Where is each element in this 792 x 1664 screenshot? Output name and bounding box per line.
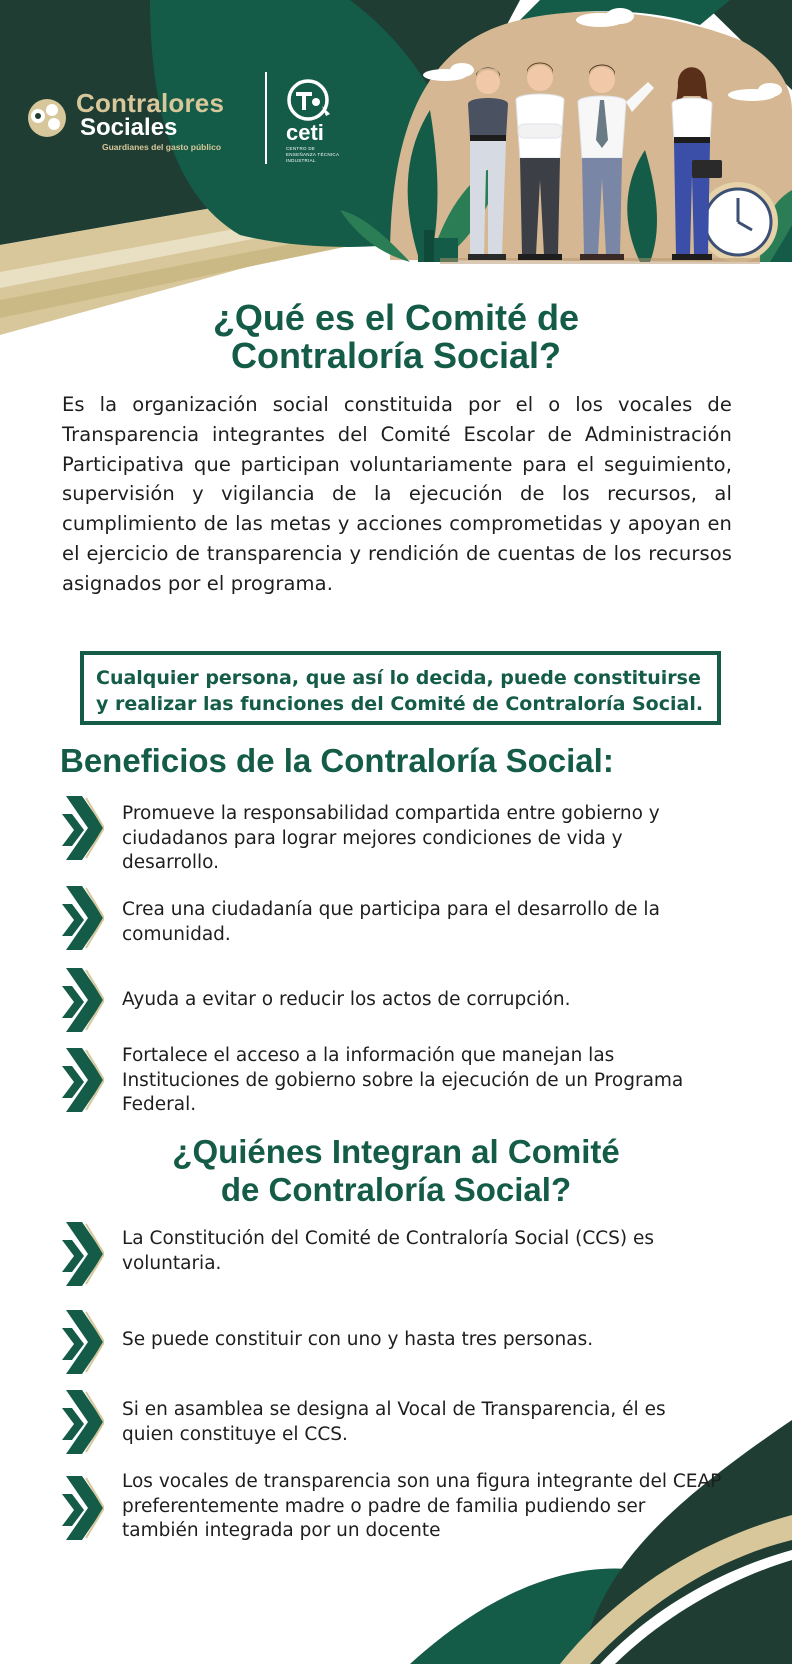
logo-line2: Sociales bbox=[80, 114, 178, 141]
chevron-right-icon bbox=[62, 1222, 104, 1286]
list-item-text: Crea una ciudadanía que participa para el desarrollo de la comunidad. bbox=[122, 899, 660, 945]
list-item bbox=[62, 886, 732, 950]
list-item-text: Los vocales de transparencia son una figura integrante del CEAP preferentemente madre o padre de familia pudiendo ser también integrada por un docente bbox=[122, 1471, 722, 1541]
chevron-right-icon bbox=[62, 796, 104, 860]
ceti-logo bbox=[282, 76, 352, 166]
list-item-text: Ayuda a evitar o reducir los actos de corrupción. bbox=[122, 989, 571, 1010]
clock-icon bbox=[698, 182, 778, 262]
logo-line1: Contralores bbox=[76, 88, 225, 118]
logo-divider bbox=[265, 72, 267, 164]
contralores-sociales-emblem-icon bbox=[22, 94, 72, 138]
chevron-right-icon bbox=[62, 886, 104, 950]
list-item-text: Fortalece el acceso a la información que manejan las Instituciones de gobierno sobre la ejecución de un Programa Federal. bbox=[122, 1045, 684, 1115]
ceti-emblem-icon bbox=[282, 76, 338, 122]
logo-tagline: Guardianes del gasto público bbox=[102, 142, 222, 152]
list-item bbox=[62, 1045, 732, 1120]
list-item bbox=[62, 1466, 732, 1550]
section1-body: Es la organización social constituida por el o los vocales de Transparencia integrantes del Comité Escolar de Administración Participativa que participan voluntariamente para el seguimiento, supervisión y vigilancia de la ejecución de los recursos, al cumplimiento de las metas y acciones comprometidas y apoyan en el ejercicio de transparencia y rendición de cuentas de los recursos asignados por el programa. bbox=[62, 393, 732, 595]
contralores-sociales-logo bbox=[22, 88, 252, 158]
list-item bbox=[62, 1310, 732, 1374]
section1-title-line2: Contraloría Social? bbox=[230, 335, 562, 376]
list-item bbox=[62, 796, 732, 873]
section2-title: Beneficios de la Contraloría Social: bbox=[60, 742, 614, 779]
chevron-right-icon bbox=[62, 968, 104, 1032]
chevron-right-icon bbox=[62, 1310, 104, 1374]
callout-box: Cualquier persona, que así lo decida, puede constituirse y realizar las funciones del Comité de Contraloría Social. bbox=[80, 651, 721, 725]
section1-title-line1: ¿Qué es el Comité de bbox=[212, 297, 580, 338]
list-item-text: Si en asamblea se designa al Vocal de Transparencia, él es quien constituye el CCS. bbox=[122, 1399, 666, 1445]
list-item bbox=[62, 968, 732, 1032]
section3-title-line2: de Contraloría Social? bbox=[220, 1171, 572, 1208]
ceti-wordmark: ceti bbox=[286, 120, 324, 145]
list-item bbox=[62, 1222, 732, 1286]
chevron-right-icon bbox=[62, 1476, 104, 1540]
section3-title-line1: ¿Quiénes Integran al Comité bbox=[172, 1133, 620, 1170]
chevron-right-icon bbox=[62, 1048, 104, 1112]
list-item-text: Se puede constituir con uno y hasta tres personas. bbox=[122, 1329, 594, 1350]
list-item-text: Promueve la responsabilidad compartida entre gobierno y ciudadanos para lograr mejores condiciones de vida y desarrollo. bbox=[122, 803, 660, 873]
ceti-subtitle: CENTRO DE ENSEÑANZA TÉCNICA INDUSTRIAL bbox=[286, 146, 340, 163]
list-item-text: La Constitución del Comité de Contraloría Social (CCS) es voluntaria. bbox=[122, 1228, 655, 1274]
